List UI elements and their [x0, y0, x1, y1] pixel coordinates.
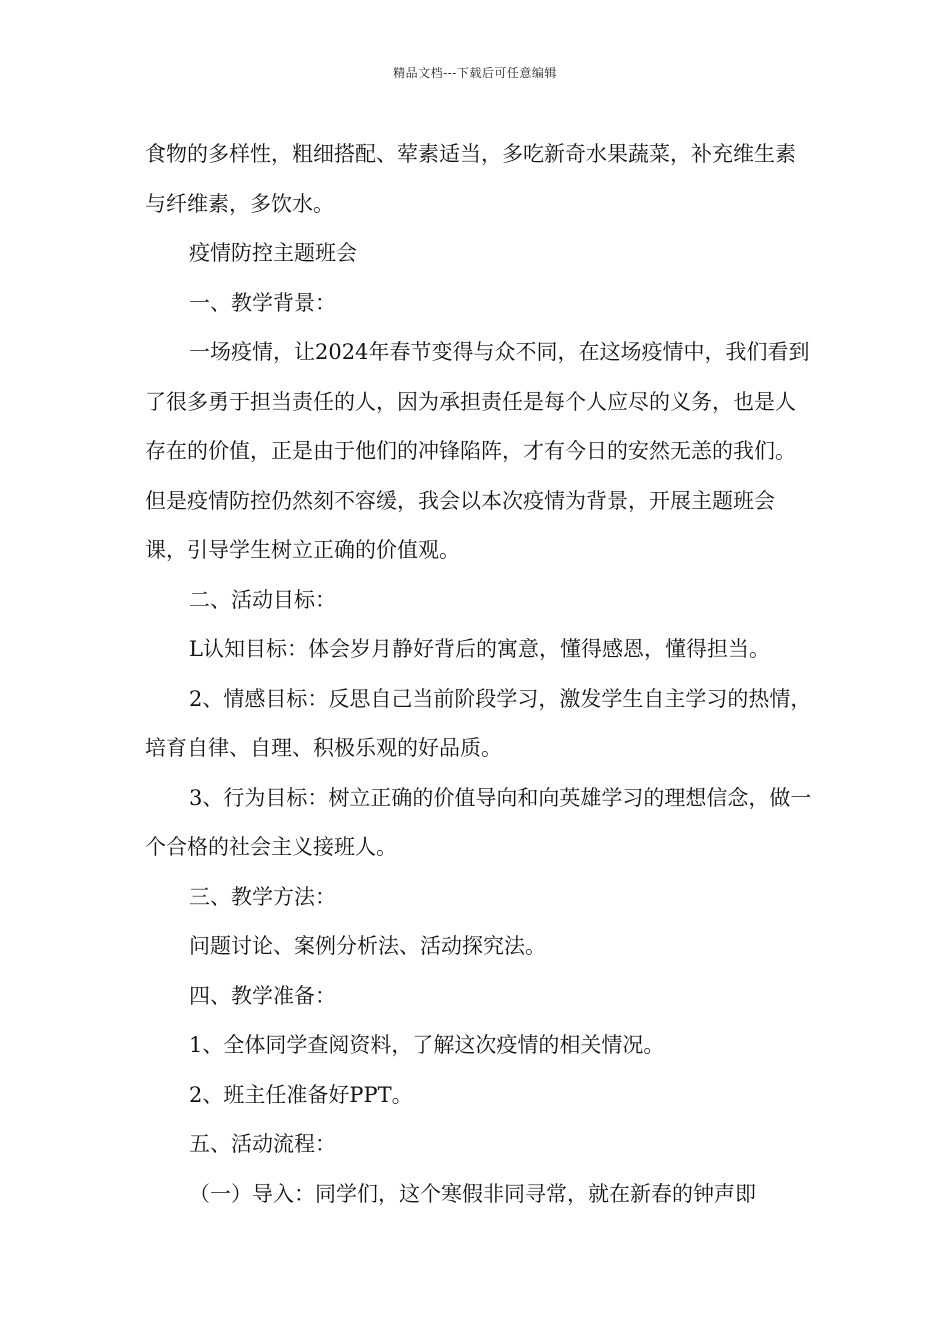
- section-title: 疫情防控主题班会: [189, 241, 357, 265]
- goal-behavioral: 3、行为目标：树立正确的价值导向和向英雄学习的理想信念，做一个合格的社会主义接班人。: [145, 785, 812, 859]
- heading-preparation: 四、教学准备：: [189, 983, 336, 1008]
- goal-cognitive: L认知目标：体会岁月静好背后的寓意，懂得感恩，懂得担当。: [189, 637, 770, 661]
- paragraph-background: 一场疫情，让2024年春节变得与众不同，在这场疫情中，我们看到了很多勇于担当责任的人，因为承担责任是每个人应尽的义务，也是人存在的价值，正是由于他们的冲锋陷阵，才有今日的安然无恙的我们。但是疫情防控仍然刻不容缓，我会以本次疫情为背景，开展主题班会课，引导学生树立正确的价值观。: [145, 340, 810, 562]
- heading-goals: 二、活动目标：: [189, 587, 336, 612]
- process-intro: （一）导入：同学们，这个寒假非同寻常，就在新春的钟声即: [189, 1181, 756, 1206]
- goal-emotional: 2、情感目标：反思自己当前阶段学习，激发学生自主学习的热情，培育自律、自理、积极乐观的好品质。: [145, 686, 812, 760]
- preparation-item-1: 1、全体同学查阅资料，了解这次疫情的相关情况。: [189, 1033, 665, 1057]
- preparation-item-2: 2、班主任准备好PPT。: [189, 1082, 413, 1107]
- heading-background: 一、教学背景：: [189, 290, 336, 315]
- heading-process: 五、活动流程：: [189, 1132, 336, 1156]
- document-body: [145, 130, 815, 1219]
- heading-methods: 三、教学方法：: [189, 884, 336, 909]
- paragraph-diet: 食物的多样性，粗细搭配、荤素适当，多吃新奇水果蔬菜，补充维生素与纤维素，多饮水。: [145, 142, 796, 216]
- paragraph-methods: 问题讨论、案例分析法、活动探究法。: [189, 934, 546, 958]
- page-header: 精品文档---下载后可任意编辑: [393, 66, 557, 80]
